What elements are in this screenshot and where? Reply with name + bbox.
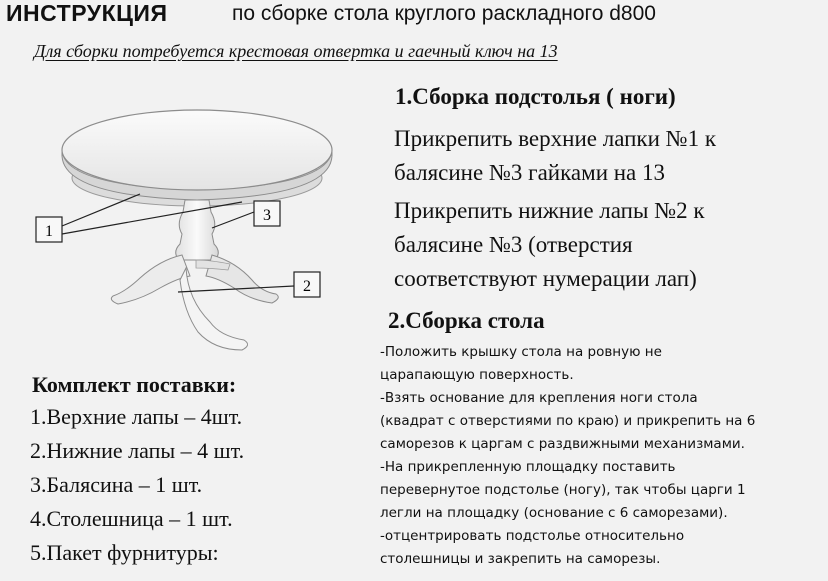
- table-illustration: [0, 100, 340, 365]
- section2-line: саморезов к царгам с раздвижными механизмами.: [380, 436, 745, 452]
- section2-heading: 2.Сборка стола: [388, 308, 545, 333]
- section2-line: столешницы и закрепить на саморезы.: [380, 551, 661, 567]
- section2-line: -отцентрировать подстолье относительно: [380, 528, 685, 544]
- kit-title: Комплект поставки:: [32, 372, 237, 397]
- kit-item: 5.Пакет фурнитуры:: [30, 540, 219, 565]
- section2-line: (квадрат с отверстиями по краю) и прикрепить на 6: [380, 413, 756, 429]
- section1-line: Прикрепить нижние лапы №2 к: [394, 198, 705, 223]
- section2-line: -Положить крышку стола на ровную не: [380, 344, 662, 360]
- callout-2: 2: [303, 278, 311, 295]
- section2-line: -На прикрепленную площадку поставить: [380, 459, 676, 475]
- tools-note: Для сборки потребуется крестовая отвертка и гаечный ключ на 13: [34, 41, 558, 61]
- section2-line: перевернутое подстолье (ногу), так чтобы царги 1: [380, 482, 746, 498]
- section2-line: царапающую поверхность.: [380, 367, 574, 383]
- callout-1: 1: [45, 223, 53, 240]
- section2-line: -Взять основание для крепления ноги стола: [380, 390, 698, 406]
- baluster: [176, 200, 219, 260]
- callout-3: 3: [263, 207, 271, 224]
- document-title: ИНСТРУКЦИЯ: [6, 0, 168, 26]
- leg-left: [111, 255, 190, 304]
- document-subtitle: по сборке стола круглого раскладного d800: [232, 2, 656, 25]
- section1-line: Прикрепить верхние лапки №1 к: [394, 126, 717, 151]
- section1-line: балясине №3 гайками на 13: [394, 160, 666, 185]
- kit-item: 4.Столешница – 1 шт.: [30, 506, 233, 531]
- section1-line: балясине №3 (отверстия: [394, 232, 633, 257]
- section2-line: легли на площадку (основание с 6 саморезами).: [380, 505, 728, 521]
- section1-line: соответствуют нумерации лап): [394, 266, 697, 291]
- kit-item: 2.Нижние лапы – 4 шт.: [30, 438, 245, 463]
- kit-item: 1.Верхние лапы – 4шт.: [30, 404, 243, 429]
- kit-item: 3.Балясина – 1 шт.: [30, 472, 203, 497]
- table-top: [62, 110, 332, 190]
- section1-heading: 1.Сборка подстолья ( ноги): [395, 84, 676, 109]
